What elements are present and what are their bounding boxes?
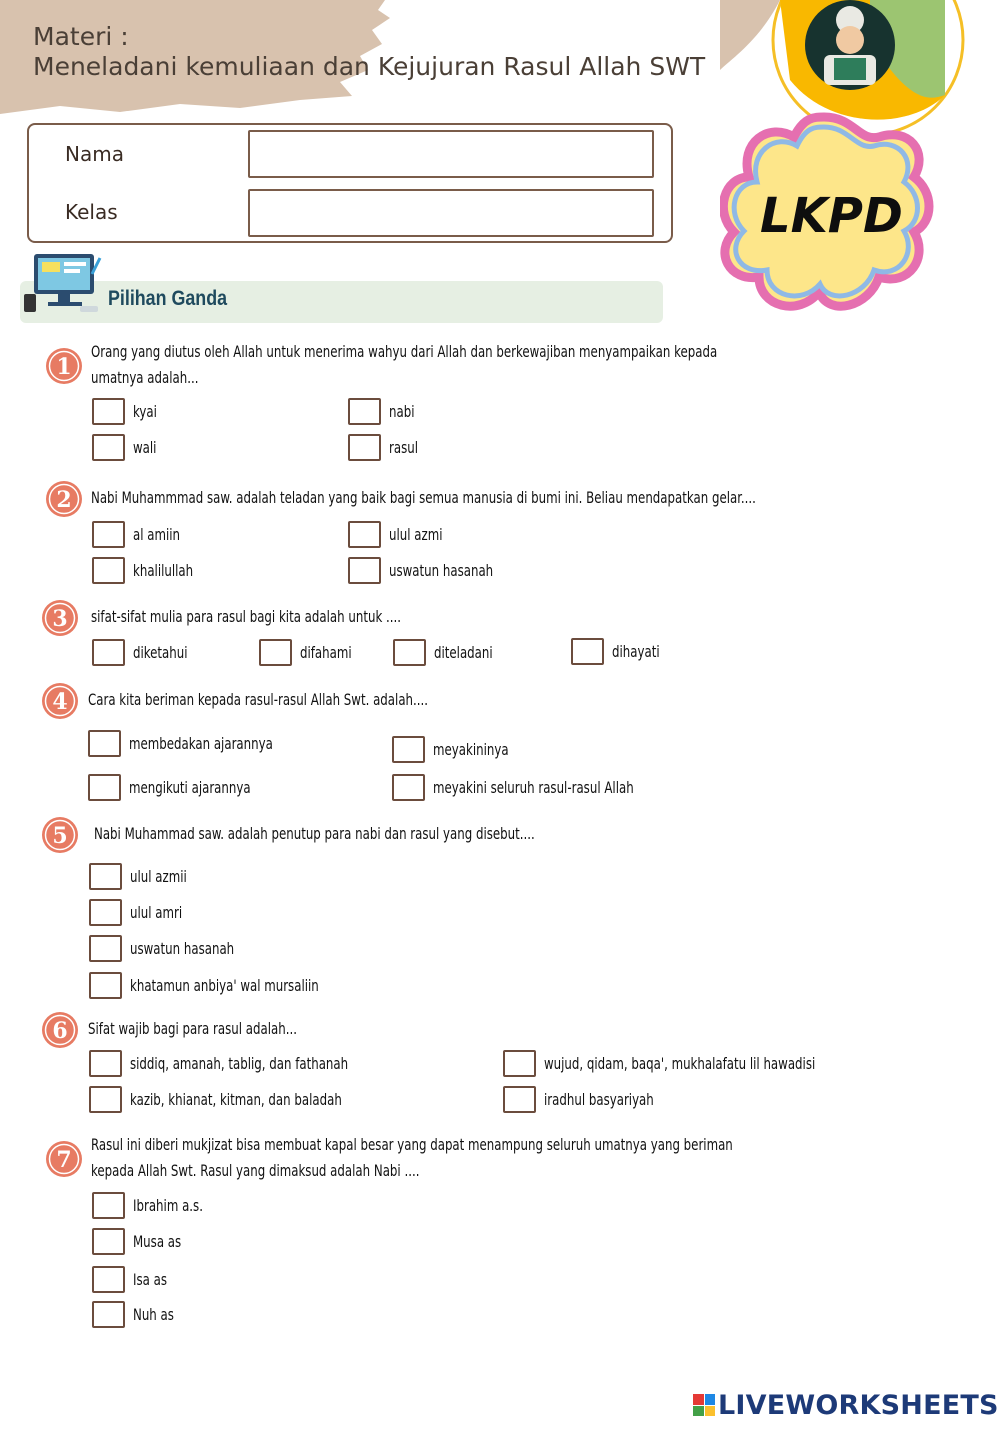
name-label: Nama (65, 142, 124, 166)
option-checkbox[interactable] (348, 557, 381, 584)
option-label: kyai (133, 402, 157, 421)
question-number-6 (40, 1010, 80, 1050)
title-line-2: Meneladani kemuliaan dan Kejujuran Rasul Allah SWT (33, 52, 706, 81)
name-field[interactable] (248, 130, 654, 178)
option-label: siddiq, amanah, tablig, dan fathanah (130, 1054, 349, 1073)
page-title (33, 22, 705, 82)
option-label: khatamun anbiya' wal mursaliin (130, 976, 319, 995)
option-checkbox[interactable] (92, 639, 125, 666)
number-circle-icon (44, 346, 84, 386)
svg-text:6: 6 (52, 1018, 68, 1044)
option-checkbox[interactable] (503, 1086, 536, 1113)
option-checkbox[interactable] (92, 521, 125, 548)
svg-text:4: 4 (52, 689, 68, 715)
option-checkbox[interactable] (92, 1228, 125, 1255)
number-circle-icon (40, 598, 80, 638)
option-label: ulul azmii (130, 867, 187, 886)
question-number-2 (44, 479, 84, 519)
title-line-1: Materi : (33, 22, 129, 51)
option-label: uswatun hasanah (130, 939, 235, 958)
option-checkbox[interactable] (88, 774, 121, 801)
option-checkbox[interactable] (92, 1301, 125, 1328)
option-checkbox[interactable] (89, 1086, 122, 1113)
question-6-text: Sifat wajib bagi para rasul adalah... (88, 1019, 297, 1038)
question-number-3 (40, 598, 80, 638)
number-circle-icon (40, 815, 80, 855)
option-label: iradhul basyariyah (544, 1090, 654, 1109)
option-checkbox[interactable] (89, 899, 122, 926)
question-number-1 (44, 346, 84, 386)
option-label: diketahui (133, 643, 188, 662)
class-field[interactable] (248, 189, 654, 237)
option-label: Nuh as (133, 1305, 174, 1324)
option-checkbox[interactable] (259, 639, 292, 666)
number-circle-icon (44, 1139, 84, 1179)
option-checkbox[interactable] (503, 1050, 536, 1077)
computer-icon (20, 250, 102, 320)
svg-text:1: 1 (56, 354, 72, 380)
question-5-text: Nabi Muhammad saw. adalah penutup para nabi dan rasul yang disebut.... (94, 824, 535, 843)
svg-text:3: 3 (52, 606, 68, 632)
option-checkbox[interactable] (88, 730, 121, 757)
section-title: Pilihan Ganda (108, 287, 228, 310)
option-label: membedakan ajarannya (129, 734, 273, 753)
option-label: wali (133, 438, 157, 457)
option-label: wujud, qidam, baqa', mukhalafatu lil hawadisi (544, 1054, 816, 1073)
option-label: uswatun hasanah (389, 561, 494, 580)
option-label: meyakininya (433, 740, 509, 759)
option-checkbox[interactable] (89, 935, 122, 962)
option-checkbox[interactable] (92, 1266, 125, 1293)
option-checkbox[interactable] (92, 434, 125, 461)
option-checkbox[interactable] (92, 557, 125, 584)
question-number-7 (44, 1139, 84, 1179)
option-checkbox[interactable] (89, 972, 122, 999)
svg-text:5: 5 (52, 823, 68, 849)
question-7-text: Rasul ini diberi mukjizat bisa membuat kapal besar yang dapat menampung seluruh umatnya yang beriman (91, 1135, 733, 1154)
option-checkbox[interactable] (348, 398, 381, 425)
option-checkbox[interactable] (92, 398, 125, 425)
option-checkbox[interactable] (348, 521, 381, 548)
option-label: ulul azmi (389, 525, 443, 544)
question-number-5 (40, 815, 80, 855)
option-label: Musa as (133, 1232, 182, 1251)
svg-text:7: 7 (56, 1147, 72, 1173)
option-label: rasul (389, 438, 418, 457)
logo-text: LIVEWORKSHEETS (718, 1389, 999, 1421)
option-label: kazib, khianat, kitman, dan baladah (130, 1090, 342, 1109)
option-label: diteladani (434, 643, 493, 662)
svg-text:2: 2 (56, 487, 72, 513)
option-checkbox[interactable] (392, 736, 425, 763)
option-label: ulul amri (130, 903, 183, 922)
lkpd-badge-text: LKPD (760, 188, 903, 244)
question-1-text: Orang yang diutus oleh Allah untuk menerima wahyu dari Allah dan berkewajiban menyampaikan kepada (91, 342, 718, 361)
option-checkbox[interactable] (393, 639, 426, 666)
option-label: khalilullah (133, 561, 194, 580)
option-checkbox[interactable] (92, 1192, 125, 1219)
number-circle-icon (44, 479, 84, 519)
question-3-text: sifat-sifat mulia para rasul bagi kita adalah untuk .... (91, 607, 402, 626)
question-1-text-line-2: umatnya adalah... (91, 368, 199, 387)
option-label: difahami (300, 643, 352, 662)
option-label: mengikuti ajarannya (129, 778, 251, 797)
question-4-text: Cara kita beriman kepada rasul-rasul Allah Swt. adalah.... (88, 690, 429, 709)
option-checkbox[interactable] (348, 434, 381, 461)
option-checkbox[interactable] (392, 774, 425, 801)
number-circle-icon (40, 1010, 80, 1050)
number-circle-icon (40, 681, 80, 721)
option-label: nabi (389, 402, 415, 421)
option-checkbox[interactable] (571, 638, 604, 665)
option-label: meyakini seluruh rasul-rasul Allah (433, 778, 634, 797)
option-label: dihayati (612, 642, 660, 661)
lkpd-badge-decoration (720, 0, 1000, 330)
option-label: al amiin (133, 525, 181, 544)
class-label: Kelas (65, 200, 118, 224)
option-label: Isa as (133, 1270, 167, 1289)
option-checkbox[interactable] (89, 863, 122, 890)
option-checkbox[interactable] (89, 1050, 122, 1077)
liveworksheets-logo (693, 1389, 999, 1421)
question-7-text-line-2: kepada Allah Swt. Rasul yang dimaksud adalah Nabi .... (91, 1161, 420, 1180)
question-number-4 (40, 681, 80, 721)
logo-grid-icon (693, 1394, 715, 1416)
option-label: Ibrahim a.s. (133, 1196, 203, 1215)
question-2-text: Nabi Muhammmad saw. adalah teladan yang baik bagi semua manusia di bumi ini. Beliau mendapatkan gelar.... (91, 488, 756, 507)
